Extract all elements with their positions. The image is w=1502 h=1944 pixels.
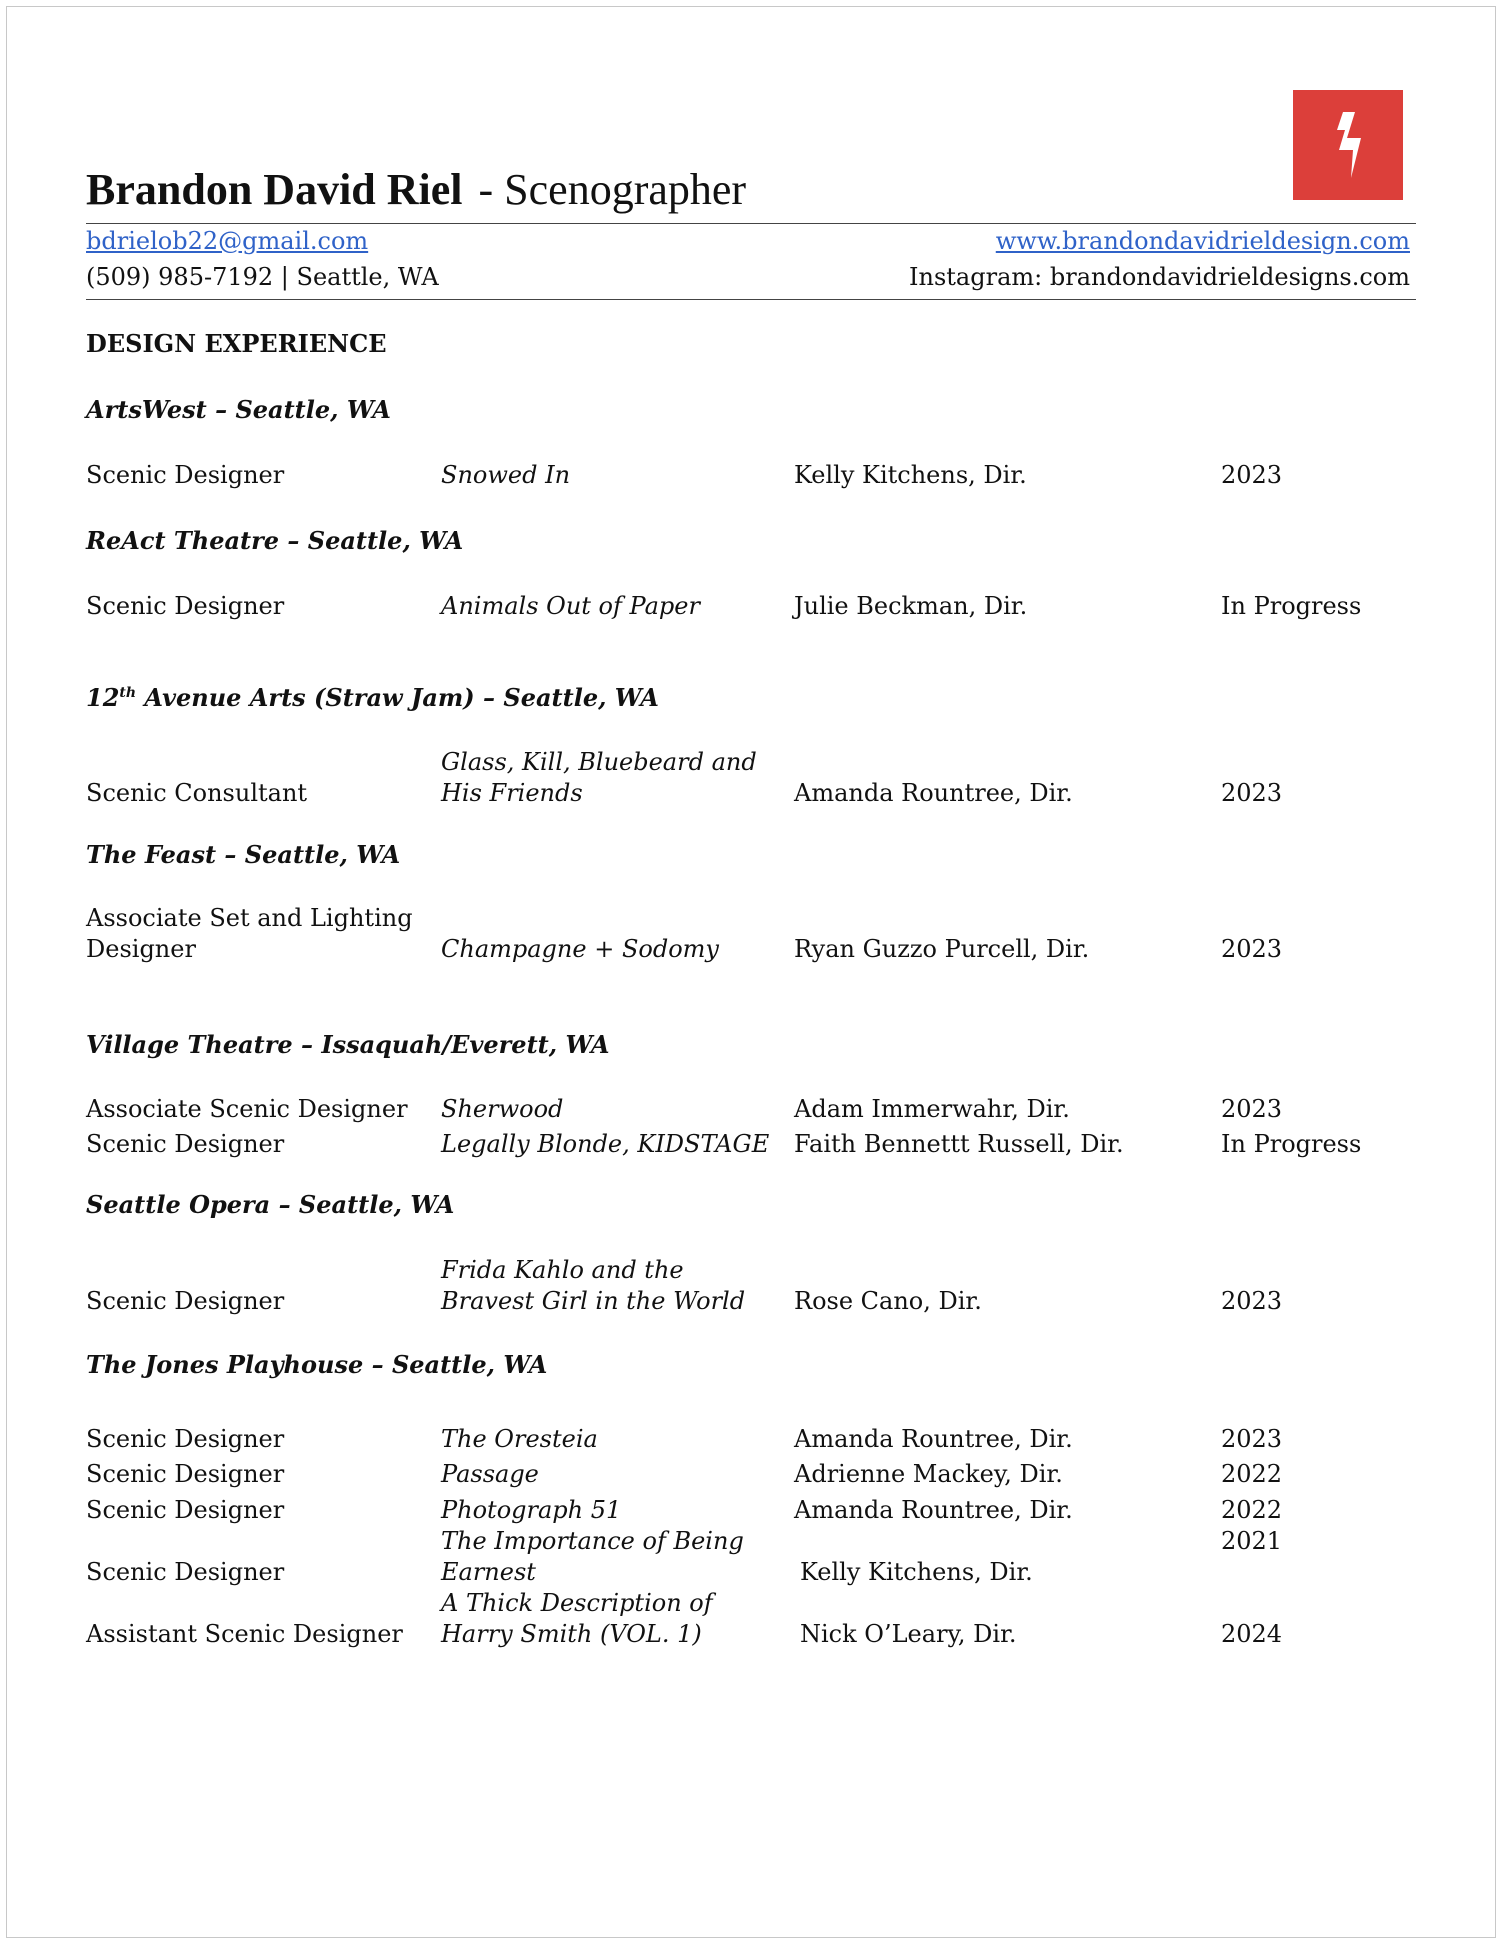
year: 2023 (1221, 1095, 1283, 1123)
role: Scenic Designer (86, 1460, 285, 1488)
role: Associate Scenic Designer (86, 1095, 408, 1123)
org-heading: ReAct Theatre – Seattle, WA (86, 526, 464, 555)
show-title: Glass, Kill, Bluebeard and His Friends (441, 748, 757, 807)
role: Scenic Designer (86, 1496, 285, 1524)
show-title: A Thick Description of Harry Smith (VOL. 1) (441, 1589, 713, 1648)
year: In Progress (1221, 1130, 1362, 1158)
show-title: The Oresteia (441, 1425, 598, 1453)
year: 2021 (1221, 1527, 1283, 1555)
year: 2023 (1221, 1287, 1283, 1315)
header-rule-top (86, 223, 1416, 224)
org-heading: Seattle Opera – Seattle, WA (86, 1190, 455, 1219)
role: Scenic Designer (86, 592, 285, 620)
director: Julie Beckman, Dir. (794, 592, 1028, 620)
director: Rose Cano, Dir. (794, 1287, 982, 1315)
instagram-handle: Instagram: brandondavidrieldesigns.com (909, 263, 1410, 291)
role: Scenic Designer (86, 1558, 285, 1586)
role: Scenic Designer (86, 461, 285, 489)
role: Scenic Designer (86, 1287, 285, 1315)
show-title: Sherwood (441, 1095, 564, 1123)
show-title: Legally Blonde, KIDSTAGE (441, 1130, 770, 1158)
director: Nick O’Leary, Dir. (800, 1620, 1017, 1648)
year: 2023 (1221, 1425, 1283, 1453)
director: Adrienne Mackey, Dir. (794, 1460, 1063, 1488)
phone-location: (509) 985-7192 | Seattle, WA (86, 263, 439, 291)
director: Kelly Kitchens, Dir. (794, 461, 1027, 489)
lightning-bolt-icon (1293, 90, 1403, 200)
org-heading (86, 683, 659, 712)
year: 2022 (1221, 1496, 1283, 1524)
section-title: DESIGN EXPERIENCE (86, 329, 387, 358)
show-title: The Importance of Being Earnest (441, 1527, 744, 1586)
year: 2023 (1221, 779, 1283, 807)
year: 2023 (1221, 461, 1283, 489)
org-heading: ArtsWest – Seattle, WA (86, 395, 391, 424)
show-title: Frida Kahlo and the Bravest Girl in the World (441, 1256, 746, 1315)
logo (1293, 90, 1403, 200)
email-link[interactable]: bdrielob22@gmail.com (86, 227, 369, 255)
role: Scenic Designer (86, 1130, 285, 1158)
director: Amanda Rountree, Dir. (794, 1496, 1073, 1524)
director: Faith Bennettt Russell, Dir. (794, 1130, 1124, 1158)
director: Adam Immerwahr, Dir. (794, 1095, 1070, 1123)
role: Assistant Scenic Designer (86, 1620, 403, 1648)
director: Ryan Guzzo Purcell, Dir. (794, 935, 1090, 963)
name-line (86, 165, 747, 214)
role: Associate Set and Lighting Designer (86, 904, 413, 963)
org-heading: Village Theatre – Issaquah/Everett, WA (86, 1030, 610, 1059)
candidate-name: Brandon David Riel (86, 165, 463, 214)
year: 2022 (1221, 1460, 1283, 1488)
director: Amanda Rountree, Dir. (794, 779, 1073, 807)
director: Amanda Rountree, Dir. (794, 1425, 1073, 1453)
show-title: Photograph 51 (441, 1496, 622, 1524)
org-heading-prefix: 12 (86, 683, 120, 712)
ordinal-suffix: th (119, 685, 137, 701)
org-heading: The Feast – Seattle, WA (86, 840, 401, 869)
year: In Progress (1221, 592, 1362, 620)
show-title: Animals Out of Paper (441, 592, 700, 620)
org-heading-suffix: Avenue Arts (Straw Jam) – Seattle, WA (136, 683, 659, 712)
website-link[interactable]: www.brandondavidrieldesign.com (995, 227, 1410, 255)
header-rule-bottom (86, 299, 1416, 300)
candidate-title: - Scenographer (478, 165, 747, 214)
org-heading: The Jones Playhouse – Seattle, WA (86, 1350, 548, 1379)
director: Kelly Kitchens, Dir. (800, 1558, 1033, 1586)
show-title: Snowed In (441, 461, 571, 489)
show-title: Passage (441, 1460, 539, 1488)
role: Scenic Designer (86, 1425, 285, 1453)
year: 2023 (1221, 935, 1283, 963)
role: Scenic Consultant (86, 779, 308, 807)
show-title: Champagne + Sodomy (441, 935, 719, 963)
year: 2024 (1221, 1620, 1283, 1648)
